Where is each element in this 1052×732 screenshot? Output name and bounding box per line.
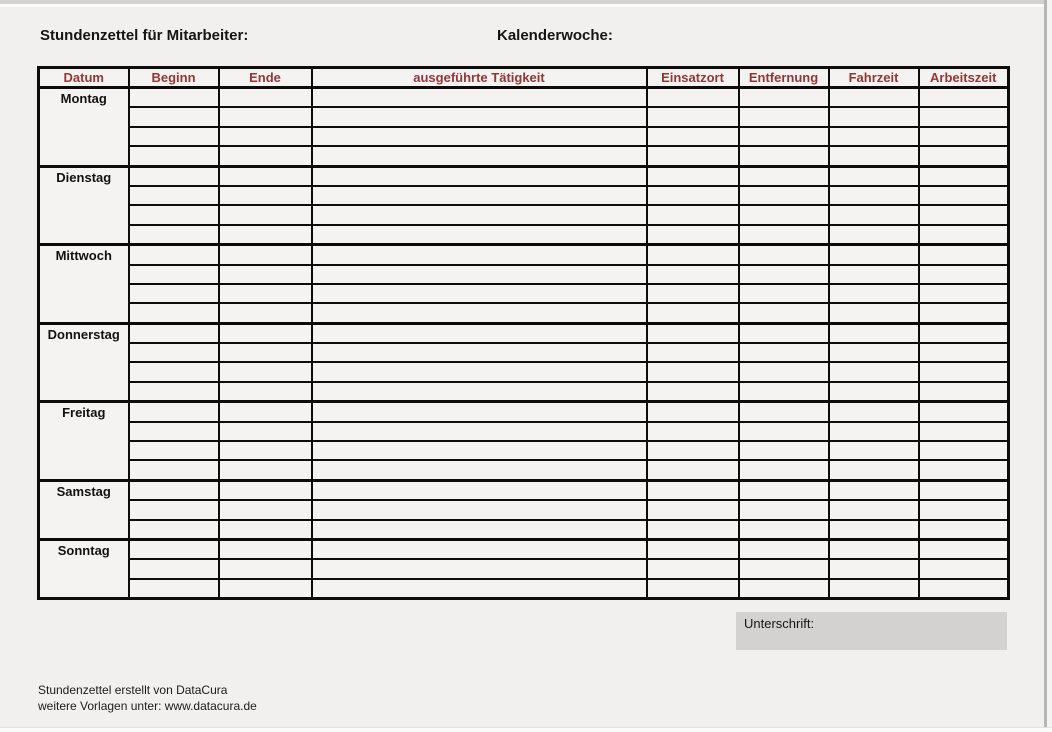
table-row-montag-4 xyxy=(39,146,1009,166)
cell-mittwoch-r2-ende[interactable] xyxy=(219,265,312,284)
cell-sonntag-r2-einsatzort[interactable] xyxy=(647,559,739,578)
cell-sonntag-r1-entfernung[interactable] xyxy=(739,539,829,559)
cell-freitag-r2-ausgefuehrte-taetigkeit[interactable] xyxy=(312,422,647,441)
cell-samstag-r3-einsatzort[interactable] xyxy=(647,520,739,540)
cell-sonntag-r2-ende[interactable] xyxy=(219,559,312,578)
cell-sonntag-r1-einsatzort[interactable] xyxy=(647,539,739,559)
cell-freitag-r2-ende[interactable] xyxy=(219,422,312,441)
cell-sonntag-r2-beginn[interactable] xyxy=(129,559,219,578)
cell-samstag-r2-ausgefuehrte-taetigkeit[interactable] xyxy=(312,500,647,519)
cell-donnerstag-r2-ausgefuehrte-taetigkeit[interactable] xyxy=(312,343,647,362)
cell-samstag-r3-entfernung[interactable] xyxy=(739,520,829,540)
cell-sonntag-r1-beginn[interactable] xyxy=(129,539,219,559)
table-row-dienstag-2 xyxy=(39,186,1009,205)
cell-dienstag-r3-ende[interactable] xyxy=(219,205,312,224)
column-header-ende: Ende xyxy=(219,68,312,88)
cell-mittwoch-r2-entfernung[interactable] xyxy=(739,265,829,284)
cell-sonntag-r3-ende[interactable] xyxy=(219,579,312,599)
table-row-mittwoch-4 xyxy=(39,303,1009,323)
cell-freitag-r4-entfernung[interactable] xyxy=(739,460,829,480)
cell-dienstag-r3-arbeitszeit[interactable] xyxy=(919,205,1009,224)
cell-freitag-r2-einsatzort[interactable] xyxy=(647,422,739,441)
table-row-freitag-1 xyxy=(39,402,1009,422)
cell-montag-r3-fahrzeit[interactable] xyxy=(829,127,919,146)
footer xyxy=(38,682,257,714)
cell-samstag-r1-arbeitszeit[interactable] xyxy=(919,480,1009,500)
column-header-entfernung: Entfernung xyxy=(739,68,829,88)
cell-sonntag-r1-ausgefuehrte-taetigkeit[interactable] xyxy=(312,539,647,559)
cell-mittwoch-r4-beginn[interactable] xyxy=(129,303,219,323)
cell-dienstag-r2-einsatzort[interactable] xyxy=(647,186,739,205)
cell-dienstag-r3-fahrzeit[interactable] xyxy=(829,205,919,224)
cell-montag-r1-fahrzeit[interactable] xyxy=(829,88,919,108)
cell-dienstag-r3-beginn[interactable] xyxy=(129,205,219,224)
cell-dienstag-r2-arbeitszeit[interactable] xyxy=(919,186,1009,205)
page-bottom-edge xyxy=(0,727,1052,732)
day-label-montag: Montag xyxy=(39,88,129,167)
cell-freitag-r1-einsatzort[interactable] xyxy=(647,402,739,422)
cell-donnerstag-r2-beginn[interactable] xyxy=(129,343,219,362)
cell-samstag-r2-fahrzeit[interactable] xyxy=(829,500,919,519)
cell-montag-r3-arbeitszeit[interactable] xyxy=(919,127,1009,146)
cell-montag-r3-beginn[interactable] xyxy=(129,127,219,146)
cell-dienstag-r1-ende[interactable] xyxy=(219,166,312,186)
cell-freitag-r3-ende[interactable] xyxy=(219,441,312,460)
table-row-donnerstag-3 xyxy=(39,362,1009,381)
table-row-mittwoch-2 xyxy=(39,265,1009,284)
cell-samstag-r2-beginn[interactable] xyxy=(129,500,219,519)
page-top-edge-highlight xyxy=(0,4,1052,7)
day-label-donnerstag: Donnerstag xyxy=(39,323,129,402)
cell-mittwoch-r3-ausgefuehrte-taetigkeit[interactable] xyxy=(312,284,647,303)
page-title: Stundenzettel für Mitarbeiter: xyxy=(40,27,249,44)
cell-montag-r2-ende[interactable] xyxy=(219,107,312,126)
cell-montag-r2-beginn[interactable] xyxy=(129,107,219,126)
footer-website: weitere Vorlagen unter: www.datacura.de xyxy=(38,699,257,713)
cell-mittwoch-r4-entfernung[interactable] xyxy=(739,303,829,323)
cell-dienstag-r2-ausgefuehrte-taetigkeit[interactable] xyxy=(312,186,647,205)
table-row-samstag-2 xyxy=(39,500,1009,519)
cell-donnerstag-r1-entfernung[interactable] xyxy=(739,323,829,343)
table-header-row xyxy=(39,68,1009,88)
cell-montag-r2-ausgefuehrte-taetigkeit[interactable] xyxy=(312,107,647,126)
cell-mittwoch-r3-beginn[interactable] xyxy=(129,284,219,303)
cell-samstag-r1-beginn[interactable] xyxy=(129,480,219,500)
cell-freitag-r1-ende[interactable] xyxy=(219,402,312,422)
cell-mittwoch-r2-ausgefuehrte-taetigkeit[interactable] xyxy=(312,265,647,284)
cell-montag-r1-einsatzort[interactable] xyxy=(647,88,739,108)
cell-donnerstag-r4-arbeitszeit[interactable] xyxy=(919,382,1009,402)
cell-donnerstag-r3-arbeitszeit[interactable] xyxy=(919,362,1009,381)
cell-sonntag-r3-einsatzort[interactable] xyxy=(647,579,739,599)
cell-samstag-r3-arbeitszeit[interactable] xyxy=(919,520,1009,540)
cell-montag-r2-fahrzeit[interactable] xyxy=(829,107,919,126)
cell-donnerstag-r1-einsatzort[interactable] xyxy=(647,323,739,343)
cell-donnerstag-r2-einsatzort[interactable] xyxy=(647,343,739,362)
column-header-arbeitszeit: Arbeitszeit xyxy=(919,68,1009,88)
cell-sonntag-r1-fahrzeit[interactable] xyxy=(829,539,919,559)
cell-mittwoch-r3-entfernung[interactable] xyxy=(739,284,829,303)
cell-freitag-r3-einsatzort[interactable] xyxy=(647,441,739,460)
cell-donnerstag-r2-entfernung[interactable] xyxy=(739,343,829,362)
cell-sonntag-r1-arbeitszeit[interactable] xyxy=(919,539,1009,559)
column-header-fahrzeit: Fahrzeit xyxy=(829,68,919,88)
cell-sonntag-r2-fahrzeit[interactable] xyxy=(829,559,919,578)
cell-samstag-r1-ende[interactable] xyxy=(219,480,312,500)
cell-freitag-r3-entfernung[interactable] xyxy=(739,441,829,460)
table-row-donnerstag-2 xyxy=(39,343,1009,362)
cell-montag-r1-ausgefuehrte-taetigkeit[interactable] xyxy=(312,88,647,108)
column-header-datum: Datum xyxy=(39,68,129,88)
signature-box[interactable] xyxy=(736,612,1007,650)
cell-dienstag-r1-fahrzeit[interactable] xyxy=(829,166,919,186)
cell-mittwoch-r3-arbeitszeit[interactable] xyxy=(919,284,1009,303)
cell-montag-r4-fahrzeit[interactable] xyxy=(829,146,919,166)
cell-donnerstag-r4-beginn[interactable] xyxy=(129,382,219,402)
cell-dienstag-r2-beginn[interactable] xyxy=(129,186,219,205)
cell-mittwoch-r3-ende[interactable] xyxy=(219,284,312,303)
cell-mittwoch-r4-arbeitszeit[interactable] xyxy=(919,303,1009,323)
cell-dienstag-r4-ende[interactable] xyxy=(219,225,312,245)
table-row-montag-2 xyxy=(39,107,1009,126)
cell-mittwoch-r4-einsatzort[interactable] xyxy=(647,303,739,323)
cell-mittwoch-r1-arbeitszeit[interactable] xyxy=(919,245,1009,265)
calendar-week-label: Kalenderwoche: xyxy=(497,27,613,44)
cell-samstag-r2-entfernung[interactable] xyxy=(739,500,829,519)
cell-donnerstag-r1-ende[interactable] xyxy=(219,323,312,343)
day-label-samstag: Samstag xyxy=(39,480,129,539)
table-row-samstag-3 xyxy=(39,520,1009,540)
cell-mittwoch-r3-fahrzeit[interactable] xyxy=(829,284,919,303)
day-label-sonntag: Sonntag xyxy=(39,539,129,598)
table-row-samstag-1 xyxy=(39,480,1009,500)
footer-credit: Stundenzettel erstellt von DataCura xyxy=(38,683,228,697)
page-right-edge xyxy=(1044,0,1047,731)
cell-samstag-r3-beginn[interactable] xyxy=(129,520,219,540)
cell-freitag-r1-entfernung[interactable] xyxy=(739,402,829,422)
cell-dienstag-r4-entfernung[interactable] xyxy=(739,225,829,245)
cell-mittwoch-r2-beginn[interactable] xyxy=(129,265,219,284)
table-row-mittwoch-3 xyxy=(39,284,1009,303)
cell-sonntag-r1-ende[interactable] xyxy=(219,539,312,559)
cell-freitag-r4-arbeitszeit[interactable] xyxy=(919,460,1009,480)
cell-freitag-r3-fahrzeit[interactable] xyxy=(829,441,919,460)
cell-mittwoch-r4-fahrzeit[interactable] xyxy=(829,303,919,323)
table-row-montag-3 xyxy=(39,127,1009,146)
table-row-sonntag-2 xyxy=(39,559,1009,578)
cell-freitag-r3-arbeitszeit[interactable] xyxy=(919,441,1009,460)
cell-samstag-r1-entfernung[interactable] xyxy=(739,480,829,500)
cell-dienstag-r1-einsatzort[interactable] xyxy=(647,166,739,186)
cell-dienstag-r3-ausgefuehrte-taetigkeit[interactable] xyxy=(312,205,647,224)
cell-donnerstag-r3-ausgefuehrte-taetigkeit[interactable] xyxy=(312,362,647,381)
timesheet-table xyxy=(37,66,1010,600)
cell-donnerstag-r3-entfernung[interactable] xyxy=(739,362,829,381)
cell-freitag-r1-fahrzeit[interactable] xyxy=(829,402,919,422)
cell-freitag-r2-entfernung[interactable] xyxy=(739,422,829,441)
cell-mittwoch-r1-beginn[interactable] xyxy=(129,245,219,265)
cell-dienstag-r3-einsatzort[interactable] xyxy=(647,205,739,224)
cell-dienstag-r1-entfernung[interactable] xyxy=(739,166,829,186)
column-header-beginn: Beginn xyxy=(129,68,219,88)
cell-sonntag-r3-ausgefuehrte-taetigkeit[interactable] xyxy=(312,579,647,599)
table-row-freitag-2 xyxy=(39,422,1009,441)
cell-samstag-r1-ausgefuehrte-taetigkeit[interactable] xyxy=(312,480,647,500)
cell-dienstag-r4-fahrzeit[interactable] xyxy=(829,225,919,245)
page-right-margin xyxy=(1047,0,1052,731)
table-row-donnerstag-1 xyxy=(39,323,1009,343)
cell-montag-r4-ende[interactable] xyxy=(219,146,312,166)
cell-dienstag-r1-beginn[interactable] xyxy=(129,166,219,186)
cell-donnerstag-r2-ende[interactable] xyxy=(219,343,312,362)
cell-dienstag-r4-arbeitszeit[interactable] xyxy=(919,225,1009,245)
cell-donnerstag-r4-entfernung[interactable] xyxy=(739,382,829,402)
cell-freitag-r4-einsatzort[interactable] xyxy=(647,460,739,480)
cell-freitag-r1-arbeitszeit[interactable] xyxy=(919,402,1009,422)
cell-montag-r4-beginn[interactable] xyxy=(129,146,219,166)
cell-freitag-r4-beginn[interactable] xyxy=(129,460,219,480)
cell-mittwoch-r4-ausgefuehrte-taetigkeit[interactable] xyxy=(312,303,647,323)
cell-montag-r2-arbeitszeit[interactable] xyxy=(919,107,1009,126)
cell-donnerstag-r4-einsatzort[interactable] xyxy=(647,382,739,402)
cell-montag-r2-entfernung[interactable] xyxy=(739,107,829,126)
cell-mittwoch-r4-ende[interactable] xyxy=(219,303,312,323)
cell-sonntag-r2-entfernung[interactable] xyxy=(739,559,829,578)
cell-mittwoch-r1-ausgefuehrte-taetigkeit[interactable] xyxy=(312,245,647,265)
cell-dienstag-r2-entfernung[interactable] xyxy=(739,186,829,205)
cell-freitag-r2-beginn[interactable] xyxy=(129,422,219,441)
cell-freitag-r4-fahrzeit[interactable] xyxy=(829,460,919,480)
cell-sonntag-r2-arbeitszeit[interactable] xyxy=(919,559,1009,578)
table-row-montag-1 xyxy=(39,88,1009,108)
cell-sonntag-r3-fahrzeit[interactable] xyxy=(829,579,919,599)
cell-freitag-r2-fahrzeit[interactable] xyxy=(829,422,919,441)
cell-donnerstag-r4-ausgefuehrte-taetigkeit[interactable] xyxy=(312,382,647,402)
cell-mittwoch-r1-fahrzeit[interactable] xyxy=(829,245,919,265)
day-label-mittwoch: Mittwoch xyxy=(39,245,129,324)
cell-samstag-r3-fahrzeit[interactable] xyxy=(829,520,919,540)
cell-samstag-r1-fahrzeit[interactable] xyxy=(829,480,919,500)
cell-dienstag-r1-ausgefuehrte-taetigkeit[interactable] xyxy=(312,166,647,186)
table-row-dienstag-3 xyxy=(39,205,1009,224)
cell-freitag-r3-ausgefuehrte-taetigkeit[interactable] xyxy=(312,441,647,460)
column-header-ausgefuehrte-taetigkeit: ausgeführte Tätigkeit xyxy=(312,68,647,88)
cell-samstag-r3-ausgefuehrte-taetigkeit[interactable] xyxy=(312,520,647,540)
cell-samstag-r3-ende[interactable] xyxy=(219,520,312,540)
table-row-sonntag-1 xyxy=(39,539,1009,559)
cell-donnerstag-r3-ende[interactable] xyxy=(219,362,312,381)
table-row-freitag-3 xyxy=(39,441,1009,460)
cell-dienstag-r2-fahrzeit[interactable] xyxy=(829,186,919,205)
cell-montag-r2-einsatzort[interactable] xyxy=(647,107,739,126)
cell-mittwoch-r2-arbeitszeit[interactable] xyxy=(919,265,1009,284)
cell-donnerstag-r2-fahrzeit[interactable] xyxy=(829,343,919,362)
cell-dienstag-r4-ausgefuehrte-taetigkeit[interactable] xyxy=(312,225,647,245)
cell-donnerstag-r3-beginn[interactable] xyxy=(129,362,219,381)
cell-montag-r4-einsatzort[interactable] xyxy=(647,146,739,166)
cell-mittwoch-r3-einsatzort[interactable] xyxy=(647,284,739,303)
cell-freitag-r3-beginn[interactable] xyxy=(129,441,219,460)
cell-montag-r3-ende[interactable] xyxy=(219,127,312,146)
cell-samstag-r2-einsatzort[interactable] xyxy=(647,500,739,519)
cell-dienstag-r4-beginn[interactable] xyxy=(129,225,219,245)
cell-dienstag-r3-entfernung[interactable] xyxy=(739,205,829,224)
cell-montag-r1-ende[interactable] xyxy=(219,88,312,108)
cell-dienstag-r2-ende[interactable] xyxy=(219,186,312,205)
cell-donnerstag-r1-beginn[interactable] xyxy=(129,323,219,343)
table-row-mittwoch-1 xyxy=(39,245,1009,265)
cell-montag-r3-einsatzort[interactable] xyxy=(647,127,739,146)
cell-freitag-r4-ende[interactable] xyxy=(219,460,312,480)
cell-montag-r1-arbeitszeit[interactable] xyxy=(919,88,1009,108)
cell-dienstag-r4-einsatzort[interactable] xyxy=(647,225,739,245)
cell-montag-r4-ausgefuehrte-taetigkeit[interactable] xyxy=(312,146,647,166)
cell-montag-r4-entfernung[interactable] xyxy=(739,146,829,166)
cell-donnerstag-r1-fahrzeit[interactable] xyxy=(829,323,919,343)
cell-donnerstag-r1-ausgefuehrte-taetigkeit[interactable] xyxy=(312,323,647,343)
cell-montag-r1-beginn[interactable] xyxy=(129,88,219,108)
cell-sonntag-r3-entfernung[interactable] xyxy=(739,579,829,599)
cell-sonntag-r3-arbeitszeit[interactable] xyxy=(919,579,1009,599)
day-label-dienstag: Dienstag xyxy=(39,166,129,245)
cell-mittwoch-r1-einsatzort[interactable] xyxy=(647,245,739,265)
cell-donnerstag-r4-ende[interactable] xyxy=(219,382,312,402)
cell-montag-r3-ausgefuehrte-taetigkeit[interactable] xyxy=(312,127,647,146)
signature-label: Unterschrift: xyxy=(744,616,815,631)
cell-freitag-r2-arbeitszeit[interactable] xyxy=(919,422,1009,441)
cell-donnerstag-r4-fahrzeit[interactable] xyxy=(829,382,919,402)
day-label-freitag: Freitag xyxy=(39,402,129,481)
table-row-dienstag-1 xyxy=(39,166,1009,186)
cell-mittwoch-r1-entfernung[interactable] xyxy=(739,245,829,265)
cell-donnerstag-r3-einsatzort[interactable] xyxy=(647,362,739,381)
cell-freitag-r1-ausgefuehrte-taetigkeit[interactable] xyxy=(312,402,647,422)
table-row-dienstag-4 xyxy=(39,225,1009,245)
cell-samstag-r2-arbeitszeit[interactable] xyxy=(919,500,1009,519)
cell-samstag-r2-ende[interactable] xyxy=(219,500,312,519)
cell-montag-r3-entfernung[interactable] xyxy=(739,127,829,146)
cell-montag-r4-arbeitszeit[interactable] xyxy=(919,146,1009,166)
cell-mittwoch-r2-fahrzeit[interactable] xyxy=(829,265,919,284)
cell-donnerstag-r2-arbeitszeit[interactable] xyxy=(919,343,1009,362)
cell-freitag-r4-ausgefuehrte-taetigkeit[interactable] xyxy=(312,460,647,480)
cell-donnerstag-r1-arbeitszeit[interactable] xyxy=(919,323,1009,343)
table-row-sonntag-3 xyxy=(39,579,1009,599)
cell-sonntag-r2-ausgefuehrte-taetigkeit[interactable] xyxy=(312,559,647,578)
cell-mittwoch-r1-ende[interactable] xyxy=(219,245,312,265)
column-header-einsatzort: Einsatzort xyxy=(647,68,739,88)
cell-montag-r1-entfernung[interactable] xyxy=(739,88,829,108)
cell-sonntag-r3-beginn[interactable] xyxy=(129,579,219,599)
cell-donnerstag-r3-fahrzeit[interactable] xyxy=(829,362,919,381)
table-row-freitag-4 xyxy=(39,460,1009,480)
cell-samstag-r1-einsatzort[interactable] xyxy=(647,480,739,500)
cell-freitag-r1-beginn[interactable] xyxy=(129,402,219,422)
table-row-donnerstag-4 xyxy=(39,382,1009,402)
cell-mittwoch-r2-einsatzort[interactable] xyxy=(647,265,739,284)
cell-dienstag-r1-arbeitszeit[interactable] xyxy=(919,166,1009,186)
